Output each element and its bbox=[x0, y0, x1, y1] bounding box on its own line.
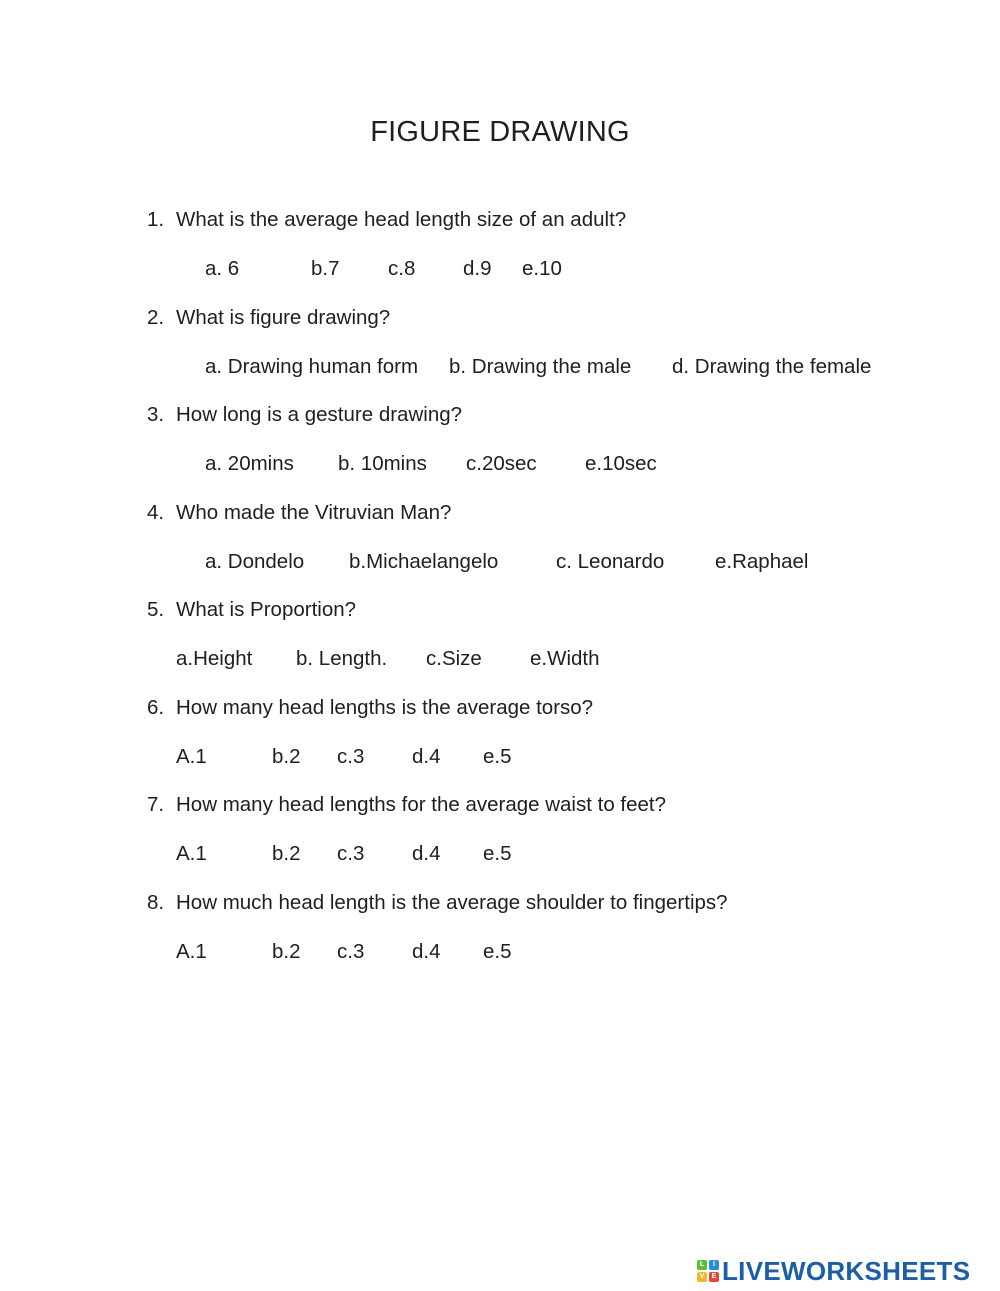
question-text: What is Proportion? bbox=[176, 598, 357, 621]
option-b[interactable]: b.7 bbox=[311, 257, 340, 280]
option-c[interactable]: c.20sec bbox=[466, 452, 537, 475]
question-text: How many head lengths is the average torso? bbox=[176, 696, 594, 719]
option-b[interactable]: b. Drawing the male bbox=[449, 355, 632, 378]
logo-block: L bbox=[697, 1260, 707, 1270]
option-a[interactable]: a. Drawing human form bbox=[205, 355, 419, 378]
question-text: How much head length is the average shoulder to fingertips? bbox=[176, 891, 728, 914]
option-a[interactable]: A.1 bbox=[176, 745, 207, 768]
option-d[interactable]: d. Drawing the female bbox=[672, 355, 872, 378]
logo-text: LIVEWORKSHEETS bbox=[722, 1255, 971, 1286]
option-e[interactable]: e.5 bbox=[483, 842, 512, 865]
option-c[interactable]: c.3 bbox=[337, 745, 365, 768]
page-title: FIGURE DRAWING bbox=[370, 116, 630, 148]
option-e[interactable]: e.10 bbox=[522, 257, 562, 280]
option-a[interactable]: A.1 bbox=[176, 940, 207, 963]
question-number: 6. bbox=[147, 696, 165, 719]
logo-block: E bbox=[709, 1272, 719, 1282]
option-e[interactable]: e.Raphael bbox=[715, 550, 809, 573]
option-e[interactable]: e.5 bbox=[483, 745, 512, 768]
option-d[interactable]: d.4 bbox=[412, 940, 441, 963]
logo-block: V bbox=[697, 1272, 707, 1282]
option-e[interactable]: e.5 bbox=[483, 940, 512, 963]
option-c[interactable]: c.3 bbox=[337, 842, 365, 865]
option-b[interactable]: b.2 bbox=[272, 745, 301, 768]
liveworksheets-logo[interactable] bbox=[697, 1256, 970, 1286]
option-b[interactable]: b.2 bbox=[272, 842, 301, 865]
option-a[interactable]: a. 20mins bbox=[205, 452, 294, 475]
logo-blocks-icon bbox=[697, 1260, 719, 1282]
question-text: What is the average head length size of an adult? bbox=[176, 208, 627, 231]
question-text: What is figure drawing? bbox=[176, 306, 391, 329]
question-number: 7. bbox=[147, 793, 165, 816]
option-a[interactable]: a. 6 bbox=[205, 257, 240, 280]
option-c[interactable]: c. Leonardo bbox=[556, 550, 665, 573]
option-d[interactable]: d.4 bbox=[412, 842, 441, 865]
option-a[interactable]: a. Dondelo bbox=[205, 550, 305, 573]
question-number: 1. bbox=[147, 208, 165, 231]
question-number: 8. bbox=[147, 891, 165, 914]
question-text: How many head lengths for the average waist to feet? bbox=[176, 793, 667, 816]
option-c[interactable]: c.8 bbox=[388, 257, 416, 280]
question-number: 5. bbox=[147, 598, 165, 621]
question-text: How long is a gesture drawing? bbox=[176, 403, 463, 426]
option-d[interactable]: d.9 bbox=[463, 257, 492, 280]
option-b[interactable]: b. 10mins bbox=[338, 452, 427, 475]
option-c[interactable]: c.Size bbox=[426, 647, 482, 670]
option-b[interactable]: b.Michaelangelo bbox=[349, 550, 499, 573]
question-text: Who made the Vitruvian Man? bbox=[176, 501, 452, 524]
question-number: 2. bbox=[147, 306, 165, 329]
option-a[interactable]: A.1 bbox=[176, 842, 207, 865]
logo-block: I bbox=[709, 1260, 719, 1270]
option-e[interactable]: e.Width bbox=[530, 647, 600, 670]
option-b[interactable]: b. Length. bbox=[296, 647, 388, 670]
option-e[interactable]: e.10sec bbox=[585, 452, 657, 475]
option-a[interactable]: a.Height bbox=[176, 647, 253, 670]
option-c[interactable]: c.3 bbox=[337, 940, 365, 963]
question-number: 4. bbox=[147, 501, 165, 524]
option-b[interactable]: b.2 bbox=[272, 940, 301, 963]
question-number: 3. bbox=[147, 403, 165, 426]
option-d[interactable]: d.4 bbox=[412, 745, 441, 768]
